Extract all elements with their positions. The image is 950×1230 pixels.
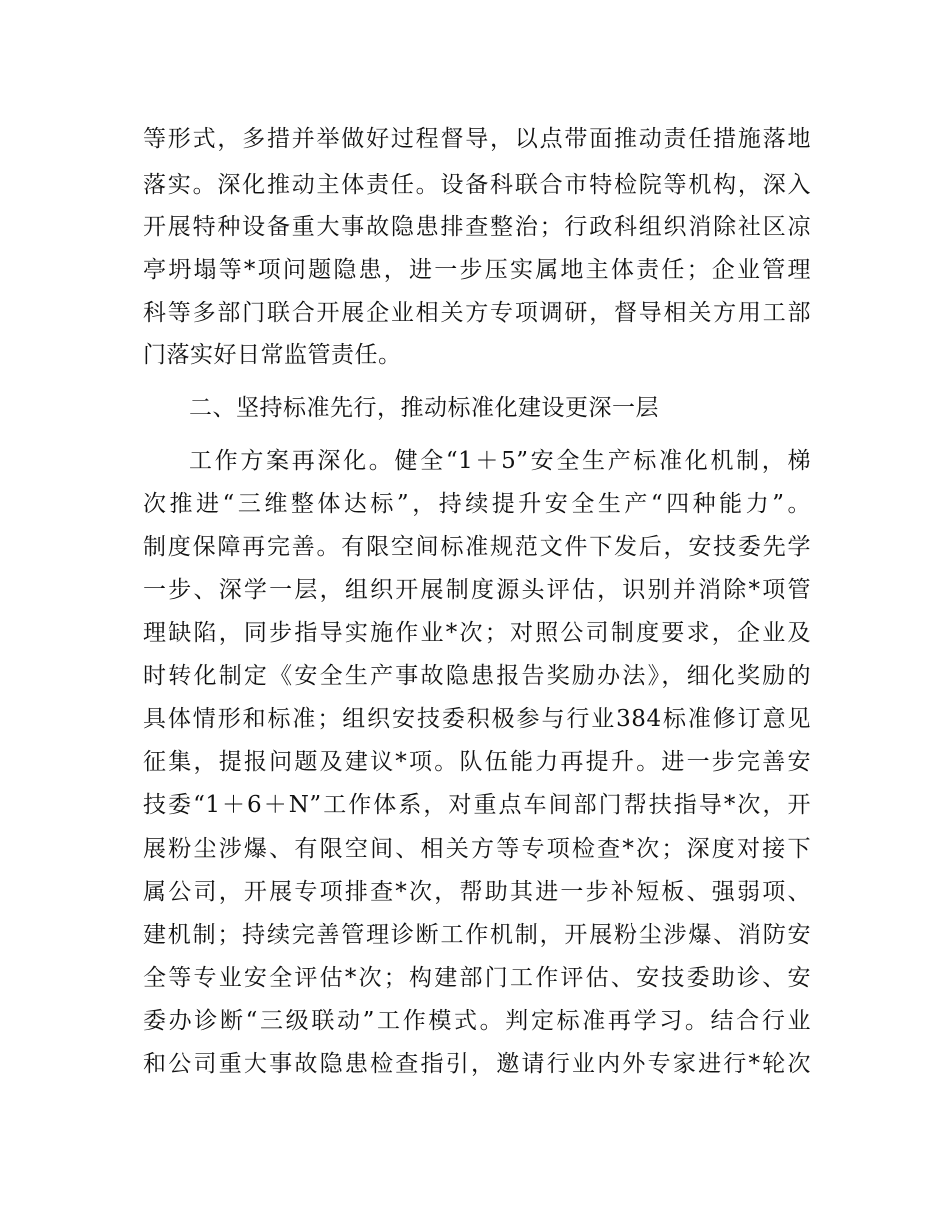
paragraph-line: 工作方案再深化。健全“1＋5”安全生产标准化机制，梯 — [189, 448, 811, 474]
paragraph-line: 理缺陷，同步指导实施作业*次；对照公司制度要求，企业及 — [143, 620, 811, 646]
paragraph-line: 亭坍塌等*项问题隐患，进一步压实属地主体责任；企业管理 — [143, 257, 811, 283]
paragraph-line: 次推进“三维整体达标”，持续提升安全生产“四种能力”。 — [143, 491, 811, 517]
paragraph-line: 属公司，开展专项排查*次，帮助其进一步补短板、强弱项、 — [143, 879, 811, 905]
paragraph-line: 门落实好日常监管责任。 — [143, 342, 402, 368]
paragraph-line: 一步、深学一层，组织开展制度源头评估，识别并消除*项管 — [143, 577, 811, 603]
paragraph-line: 展粉尘涉爆、有限空间、相关方等专项检查*次；深度对接下 — [143, 836, 811, 862]
paragraph-line: 具体情形和标准；组织安技委积极参与行业384标准修订意见 — [143, 706, 811, 732]
paragraph-line: 技委“1＋6＋N”工作体系，对重点车间部门帮扶指导*次，开 — [143, 792, 811, 818]
paragraph-line: 和公司重大事故隐患检查指引，邀请行业内外专家进行*轮次 — [143, 1051, 811, 1077]
paragraph-line: 落实。深化推动主体责任。设备科联合市特检院等机构，深入 — [143, 172, 811, 198]
paragraph-line: 时转化制定《安全生产事故隐患报告奖励办法》，细化奖励的 — [143, 663, 811, 689]
paragraph-line: 委办诊断“三级联动”工作模式。判定标准再学习。结合行业 — [143, 1008, 811, 1034]
paragraph-line: 等形式，多措并举做好过程督导，以点带面推动责任措施落地 — [143, 126, 811, 152]
section-heading: 二、坚持标准先行，推动标准化建设更深一层 — [189, 395, 659, 421]
paragraph-line: 征集，提报问题及建议*项。队伍能力再提升。进一步完善安 — [143, 749, 811, 775]
paragraph-line: 制度保障再完善。有限空间标准规范文件下发后，安技委先学 — [143, 534, 811, 560]
paragraph-line: 全等专业安全评估*次；构建部门工作评估、安技委助诊、安 — [143, 965, 811, 991]
paragraph-line: 开展特种设备重大事故隐患排查整治；行政科组织消除社区凉 — [143, 214, 811, 240]
paragraph-line: 科等多部门联合开展企业相关方专项调研，督导相关方用工部 — [143, 300, 811, 326]
paragraph-line: 建机制；持续完善管理诊断工作机制，开展粉尘涉爆、消防安 — [143, 922, 811, 948]
